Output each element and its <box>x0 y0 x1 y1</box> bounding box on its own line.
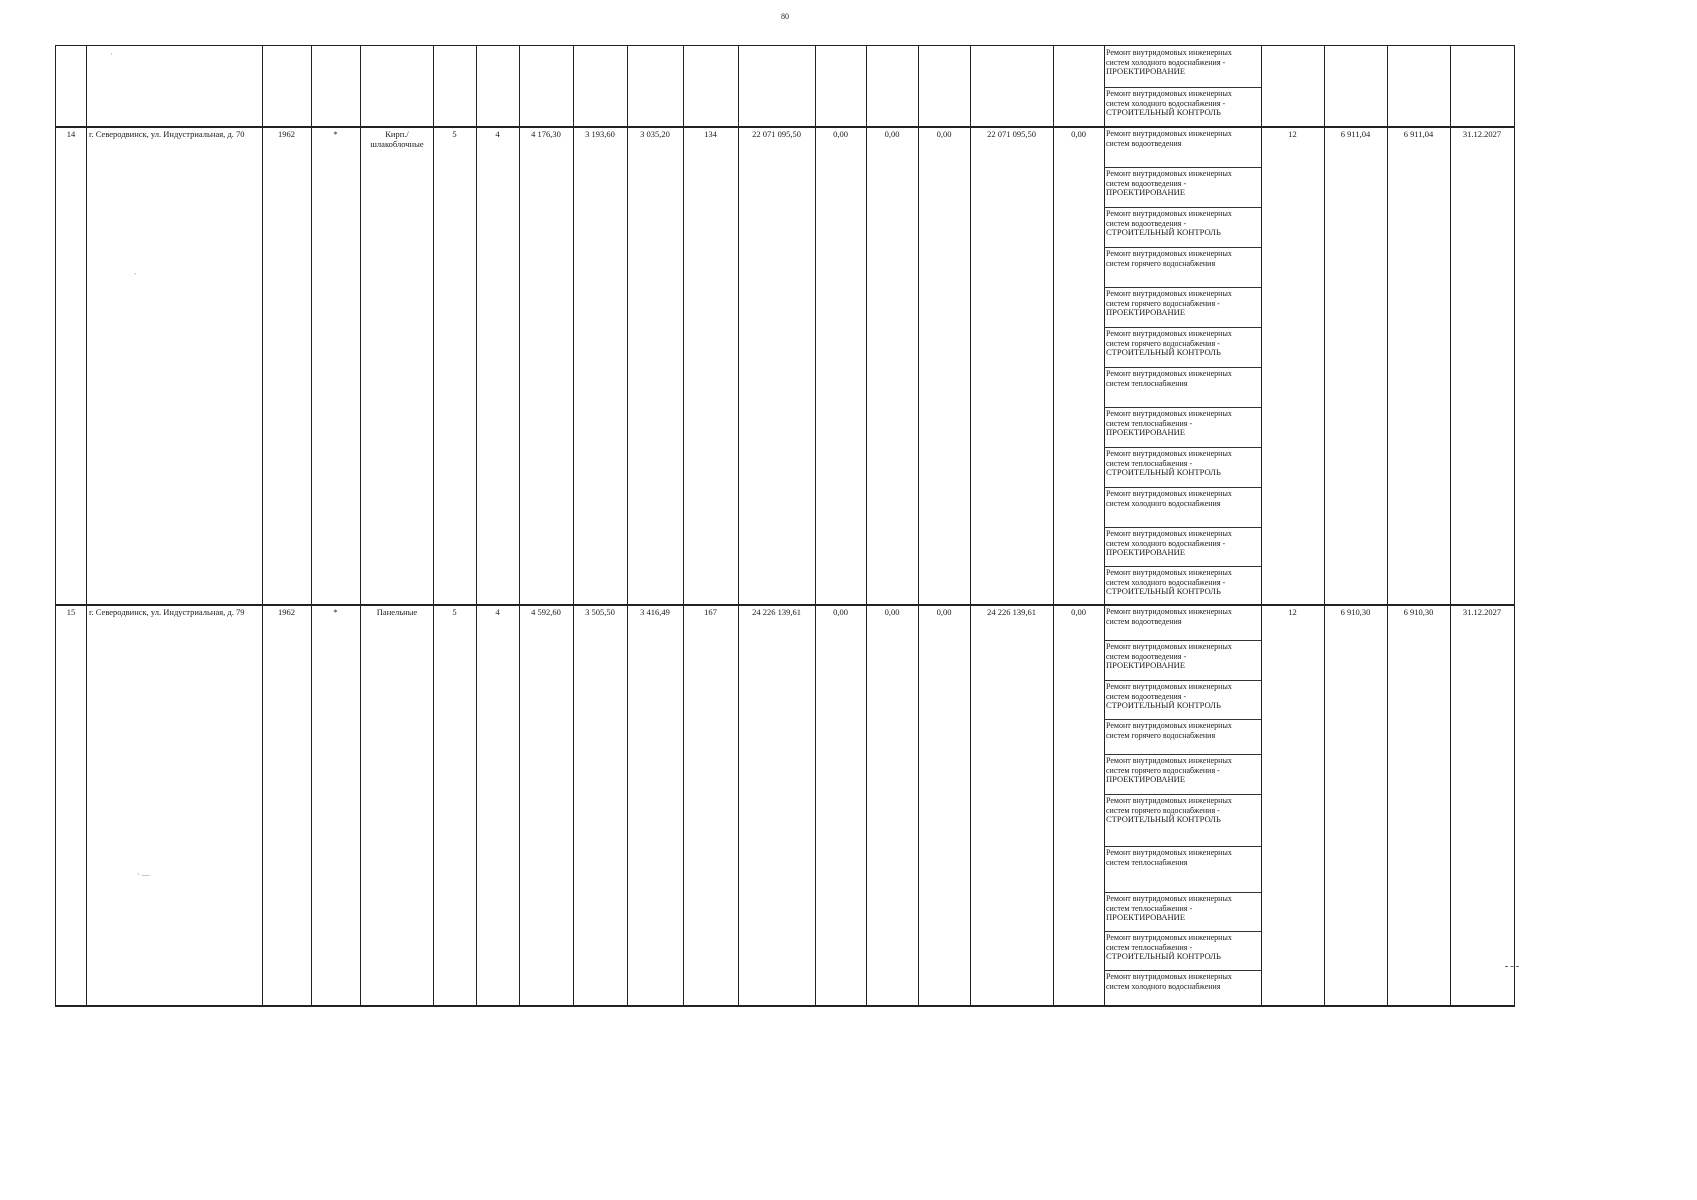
cost-total: 22 071 095,50 <box>752 129 801 139</box>
col-line <box>1261 45 1262 1007</box>
floors: 5 <box>452 129 457 139</box>
address: г. Северодвинск, ул. Индустриальная, д. 79 <box>89 607 245 617</box>
col-line <box>86 45 87 1007</box>
col-line <box>55 45 56 1007</box>
work-line <box>1104 794 1261 795</box>
work-item <box>1106 289 1259 318</box>
work-line <box>1104 640 1261 641</box>
mark: * <box>333 129 338 139</box>
work-text: Ремонт внутридомовых инженерных <box>1106 369 1232 378</box>
year-built: 1962 <box>278 607 295 617</box>
col-line <box>433 45 434 1007</box>
work-line <box>1104 846 1261 847</box>
row-line <box>55 1005 1515 1007</box>
fund-owners: 22 071 095,50 <box>987 129 1036 139</box>
work-text: систем горячего водоснабжения <box>1106 258 1216 268</box>
work-text: систем горячего водоснабжения - <box>1106 298 1220 308</box>
work-text: Ремонт внутридомовых инженерных <box>1106 529 1232 538</box>
entrances: 4 <box>495 607 500 617</box>
work-item <box>1106 756 1259 785</box>
col-line <box>573 45 574 1007</box>
work-item <box>1106 409 1259 438</box>
work-text: Ремонт внутридомовых инженерных <box>1106 209 1232 218</box>
work-item <box>1106 568 1259 597</box>
residents: 167 <box>704 607 717 617</box>
area-residential: 3 416,49 <box>640 607 670 617</box>
work-item <box>1106 721 1259 740</box>
work-item <box>1106 209 1259 238</box>
row-line <box>55 126 1515 128</box>
work-text: Ремонт внутридомовых инженерных <box>1106 289 1232 298</box>
work-text: Ремонт внутридомовых инженерных <box>1106 568 1232 577</box>
work-text: систем холодного водоснабжения <box>1106 981 1221 991</box>
work-text: ПРОЕКТИРОВАНИЕ <box>1106 912 1186 922</box>
term: 12 <box>1288 129 1297 139</box>
work-item <box>1106 369 1259 388</box>
row-line <box>55 45 1515 46</box>
wall-material: Кирп./ шлакоблочные <box>370 129 424 149</box>
work-text: систем теплоснабжения - <box>1106 418 1193 428</box>
work-text: ПРОЕКТИРОВАНИЕ <box>1106 307 1186 317</box>
work-text: Ремонт внутридомовых инженерных <box>1106 129 1232 138</box>
work-text: СТРОИТЕЛЬНЫЙ КОНТРОЛЬ <box>1106 347 1221 357</box>
work-text: систем теплоснабжения <box>1106 378 1188 388</box>
work-text: систем горячего водоснабжения <box>1106 730 1216 740</box>
col-line <box>1450 45 1451 1007</box>
fund-federal: 0,00 <box>833 607 848 617</box>
work-line <box>1104 754 1261 755</box>
row-number: 15 <box>66 607 76 617</box>
scan-mark <box>1505 966 1519 967</box>
work-text: Ремонт внутридомовых инженерных <box>1106 721 1232 730</box>
year-built: 1962 <box>278 129 295 139</box>
work-text: Ремонт внутридомовых инженерных <box>1106 933 1232 942</box>
fund-federal: 0,00 <box>833 129 848 139</box>
scan-speck: · <box>110 50 113 59</box>
wall-material: Панельные <box>376 607 418 617</box>
col-line <box>1104 45 1105 1007</box>
work-line <box>1104 719 1261 720</box>
work-item <box>1106 933 1259 962</box>
max-cost: 6 910,30 <box>1403 607 1434 617</box>
work-text: систем водоотведения - <box>1106 178 1187 188</box>
fund-local: 0,00 <box>936 129 952 139</box>
col-line <box>311 45 312 1007</box>
work-text: ПРОЕКТИРОВАНИЕ <box>1106 187 1186 197</box>
work-text: ПРОЕКТИРОВАНИЕ <box>1106 66 1186 76</box>
deadline: 31.12.2027 <box>1462 129 1502 139</box>
work-line <box>1104 680 1261 681</box>
mark: * <box>333 607 338 617</box>
address: г. Северодвинск, ул. Индустриальная, д. 70 <box>89 129 245 139</box>
work-text: систем холодного водоснабжения - <box>1106 538 1226 548</box>
fund-other: 0,00 <box>1071 607 1086 617</box>
work-text: СТРОИТЕЛЬНЫЙ КОНТРОЛЬ <box>1106 700 1221 710</box>
cost-total: 24 226 139,61 <box>752 607 801 617</box>
work-text: Ремонт внутридомовых инженерных <box>1106 48 1232 57</box>
work-line <box>1104 247 1261 248</box>
col-line <box>1053 45 1054 1007</box>
work-text: Ремонт внутридомовых инженерных <box>1106 848 1232 857</box>
work-line <box>1104 487 1261 488</box>
fund-region: 0,00 <box>884 129 900 139</box>
col-line <box>519 45 520 1007</box>
col-line <box>476 45 477 1007</box>
work-text: Ремонт внутридомовых инженерных <box>1106 329 1232 338</box>
work-text: Ремонт внутридомовых инженерных <box>1106 796 1232 805</box>
entrances: 4 <box>495 129 500 139</box>
work-item <box>1106 169 1259 198</box>
work-text: систем водоотведения - <box>1106 691 1187 701</box>
work-text: систем холодного водоснабжения <box>1106 498 1221 508</box>
work-text: систем теплоснабжения - <box>1106 942 1193 952</box>
work-text: Ремонт внутридомовых инженерных <box>1106 642 1232 651</box>
work-item <box>1106 89 1259 118</box>
fund-local: 0,00 <box>936 607 952 617</box>
specific-cost: 6 910,30 <box>1340 607 1371 617</box>
deadline: 31.12.2027 <box>1462 607 1502 617</box>
col-line <box>1514 45 1515 1007</box>
scan-speck: · –– <box>137 870 150 879</box>
work-item <box>1106 682 1259 711</box>
area-total: 4 592,60 <box>531 607 561 617</box>
work-text: систем теплоснабжения - <box>1106 458 1193 468</box>
work-text: СТРОИТЕЛЬНЫЙ КОНТРОЛЬ <box>1106 586 1221 596</box>
work-text: Ремонт внутридомовых инженерных <box>1106 449 1232 458</box>
work-text: Ремонт внутридомовых инженерных <box>1106 682 1232 691</box>
work-text: систем горячего водоснабжения - <box>1106 338 1220 348</box>
work-line <box>1104 566 1261 567</box>
work-text: СТРОИТЕЛЬНЫЙ КОНТРОЛЬ <box>1106 107 1221 117</box>
work-text: СТРОИТЕЛЬНЫЙ КОНТРОЛЬ <box>1106 814 1221 824</box>
work-line <box>1104 167 1261 168</box>
work-text: СТРОИТЕЛЬНЫЙ КОНТРОЛЬ <box>1106 951 1221 961</box>
work-text: ПРОЕКТИРОВАНИЕ <box>1106 547 1186 557</box>
work-text: Ремонт внутридомовых инженерных <box>1106 972 1232 981</box>
specific-cost: 6 911,04 <box>1340 129 1371 139</box>
work-line <box>1104 892 1261 893</box>
col-line <box>262 45 263 1007</box>
work-line <box>1104 367 1261 368</box>
work-line <box>1104 447 1261 448</box>
fund-owners: 24 226 139,61 <box>987 607 1036 617</box>
work-item <box>1106 796 1259 825</box>
work-text: ПРОЕКТИРОВАНИЕ <box>1106 427 1186 437</box>
area-total: 4 176,30 <box>531 129 561 139</box>
work-text: Ремонт внутридомовых инженерных <box>1106 89 1232 98</box>
work-line <box>1104 527 1261 528</box>
work-text: систем холодного водоснабжения - <box>1106 57 1226 67</box>
col-line <box>360 45 361 1007</box>
work-item <box>1106 972 1259 991</box>
work-item <box>1106 894 1259 923</box>
work-text: систем водоотведения <box>1106 138 1182 148</box>
col-line <box>866 45 867 1007</box>
area-residential: 3 035,20 <box>640 129 670 139</box>
term: 12 <box>1288 607 1297 617</box>
col-line <box>815 45 816 1007</box>
area-living: 3 193,60 <box>585 129 615 139</box>
col-line <box>1324 45 1325 1007</box>
work-text: систем теплоснабжения - <box>1106 903 1193 913</box>
row-line <box>55 604 1515 606</box>
fund-other: 0,00 <box>1071 129 1086 139</box>
work-line <box>1104 207 1261 208</box>
work-item <box>1106 848 1259 867</box>
work-item <box>1106 329 1259 358</box>
work-line <box>1104 931 1261 932</box>
work-item <box>1106 249 1259 268</box>
work-line <box>1104 87 1261 88</box>
fund-region: 0,00 <box>884 607 900 617</box>
work-text: систем горячего водоснабжения - <box>1106 765 1220 775</box>
col-line <box>970 45 971 1007</box>
col-line <box>683 45 684 1007</box>
work-item <box>1106 48 1259 77</box>
work-text: Ремонт внутридомовых инженерных <box>1106 249 1232 258</box>
work-text: систем холодного водоснабжения - <box>1106 98 1226 108</box>
work-text: систем холодного водоснабжения - <box>1106 577 1226 587</box>
work-line <box>1104 407 1261 408</box>
work-text: Ремонт внутридомовых инженерных <box>1106 169 1232 178</box>
floors: 5 <box>452 607 457 617</box>
work-item <box>1106 607 1259 626</box>
work-text: Ремонт внутридомовых инженерных <box>1106 409 1232 418</box>
row-number: 14 <box>66 129 76 139</box>
col-line <box>627 45 628 1007</box>
scan-speck: ` <box>134 272 137 281</box>
work-text: Ремонт внутридомовых инженерных <box>1106 489 1232 498</box>
work-text: систем водоотведения <box>1106 616 1182 626</box>
work-text: Ремонт внутридомовых инженерных <box>1106 894 1232 903</box>
work-text: ПРОЕКТИРОВАНИЕ <box>1106 774 1186 784</box>
work-text: систем горячего водоснабжения - <box>1106 805 1220 815</box>
work-text: ПРОЕКТИРОВАНИЕ <box>1106 660 1186 670</box>
col-line <box>1387 45 1388 1007</box>
col-line <box>738 45 739 1007</box>
work-text: Ремонт внутридомовых инженерных <box>1106 756 1232 765</box>
max-cost: 6 911,04 <box>1403 129 1434 139</box>
work-text: систем водоотведения - <box>1106 651 1187 661</box>
work-line <box>1104 970 1261 971</box>
work-item <box>1106 449 1259 478</box>
page-number: 80 <box>781 12 789 21</box>
work-item <box>1106 642 1259 671</box>
work-text: систем теплоснабжения <box>1106 857 1188 867</box>
work-line <box>1104 287 1261 288</box>
work-item <box>1106 489 1259 508</box>
col-line <box>918 45 919 1007</box>
work-text: систем водоотведения - <box>1106 218 1187 228</box>
work-text: Ремонт внутридомовых инженерных <box>1106 607 1232 616</box>
work-text: СТРОИТЕЛЬНЫЙ КОНТРОЛЬ <box>1106 227 1221 237</box>
work-text: СТРОИТЕЛЬНЫЙ КОНТРОЛЬ <box>1106 467 1221 477</box>
work-item <box>1106 129 1259 148</box>
area-living: 3 505,50 <box>585 607 615 617</box>
work-item <box>1106 529 1259 558</box>
work-line <box>1104 327 1261 328</box>
residents: 134 <box>704 129 717 139</box>
